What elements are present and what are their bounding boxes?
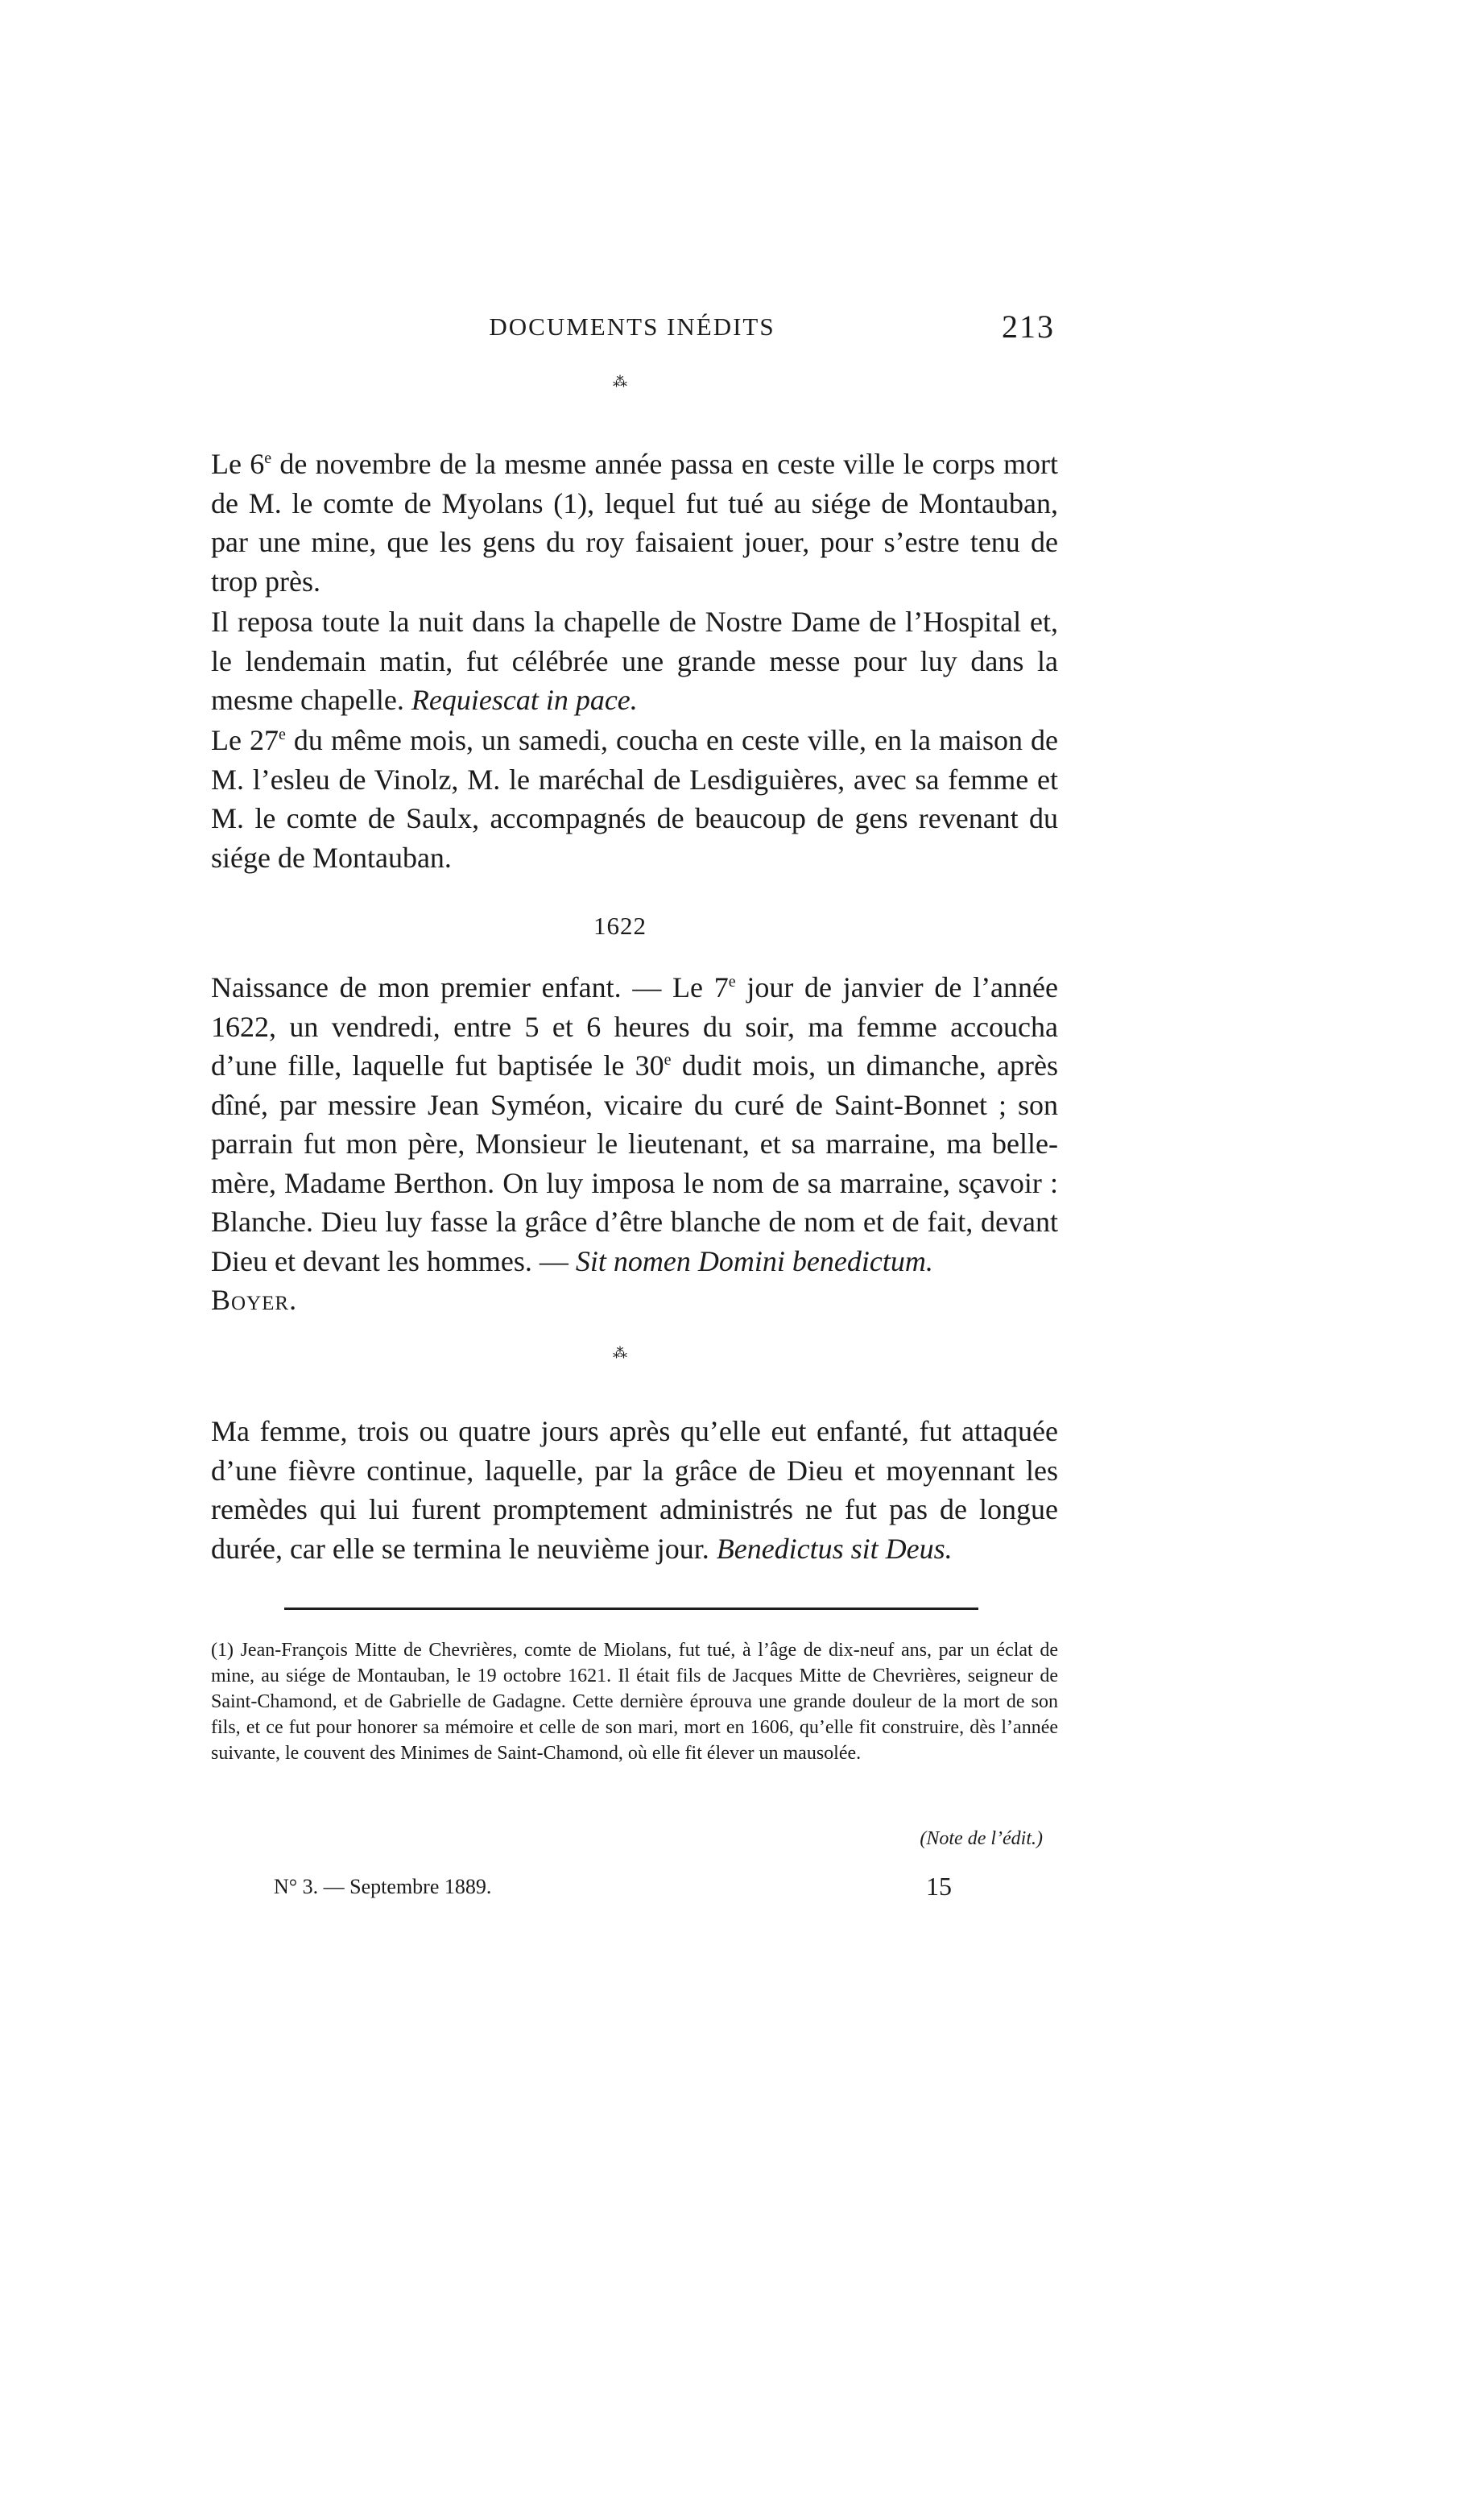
italic-phrase: Benedictus sit Deus. — [716, 1532, 953, 1565]
paragraph-fievre — [211, 1412, 1058, 1568]
paragraph-text: du même mois, un samedi, coucha en ceste ville, en la maison de M. l’esleu de Vinolz, M. le maréchal de Lesdiguières, avec sa femme et M. le comte de Saulx, accompagnés de beaucoup de gens revenant du siége de Montauban. — [211, 724, 1058, 874]
signature-mark: 15 — [926, 1872, 952, 1901]
superscript: e — [264, 449, 272, 467]
paragraph-text: de novembre de la mesme année passa en ceste ville le corps mort de M. le comte de Myolans (1), lequel fut tué au siége de Montauban, par une mine, que les gens du roy faisaient jouer, pour s’estre tenu de trop près. — [211, 448, 1058, 598]
author-signature: Boyer. — [211, 1284, 298, 1316]
paragraph-text: jour de janvier de l’année 1622, un vendredi, entre 5 et 6 heures du soir, ma femme accoucha d’une fille, laquelle fut baptisée le 30 — [211, 971, 1058, 1082]
superscript: e — [664, 1051, 672, 1069]
running-title: DOCUMENTS INÉDITS — [489, 312, 775, 341]
running-head — [209, 306, 1055, 354]
superscript: e — [728, 973, 736, 991]
paragraph-text: dudit mois, un dimanche, après dîné, par messire Jean Syméon, vicaire du curé de Saint-Bonnet ; son parrain fut mon père, Monsieur le lieutenant, et sa marraine, ma belle-mère, Madame Berthon. On luy imposa le nom de sa marraine, sçavoir : Blanche. Dieu luy fasse la grâce d’être blanche de nom et de fait, devant Dieu et devant les hommes. — — [211, 1049, 1058, 1277]
footnote: (1) Jean-François Mitte de Chevrières, comte de Miolans, fut tué, à l’âge de dix-neuf ans, par un éclat de mine, au siége de Montauban, le 19 octobre 1621. Il était fils de Jacques Mitte de Chevrières, seigneur de Saint-Chamond, et de Gabrielle de Gadagne. Cette dernière éprouva une grande douleur de la mort de son fils, et ce fut pour honorer sa mémoire et celle de son mari, mort en 1606, qu’elle fit construire, dès l’année suivante, le couvent des Minimes de Saint-Chamond, où elle fit élever un mausolée. — [211, 1640, 1058, 1764]
page-number: 213 — [1002, 308, 1055, 345]
paragraph-text: Il reposa toute la nuit dans la chapelle de Nostre Dame de l’Hospital et, le lendemain matin, fut célébrée une grande messe pour luy dans la mesme chapelle. — [211, 606, 1058, 716]
superscript: e — [279, 726, 286, 743]
paragraph-text: Le 27 — [211, 724, 279, 756]
asterism-ornament: ⁂ — [613, 374, 627, 390]
italic-phrase: Sit nomen Domini benedictum. — [575, 1244, 933, 1277]
paragraph-text: Naissance de mon premier enfant. — Le 7 — [211, 971, 729, 1003]
paragraph-text: Le 6 — [211, 448, 265, 480]
paragraph-text: Ma femme, trois ou quatre jours après qu’elle eut enfanté, fut attaquée d’une fièvre continue, laquelle, par la grâce de Dieu et moyennant les remèdes qui lui furent promptement administrés ne fut pas de longue durée, car elle se termina le neuvième jour. — [211, 1415, 1058, 1565]
footnote-attribution: (Note de l’édit.) — [920, 1828, 1043, 1849]
asterism-ornament-2: ⁂ — [613, 1345, 627, 1361]
paragraph-novembre — [211, 445, 1058, 601]
paragraph-chapelle — [211, 602, 1058, 720]
year-heading: 1622 — [593, 912, 647, 940]
footnote-rule — [284, 1608, 978, 1610]
italic-phrase: Requiescat in pace. — [411, 684, 638, 716]
issue-line: N° 3. — Septembre 1889. — [274, 1875, 492, 1898]
paragraph-lesdiguieres — [211, 721, 1058, 877]
paragraph-naissance — [211, 968, 1058, 1320]
